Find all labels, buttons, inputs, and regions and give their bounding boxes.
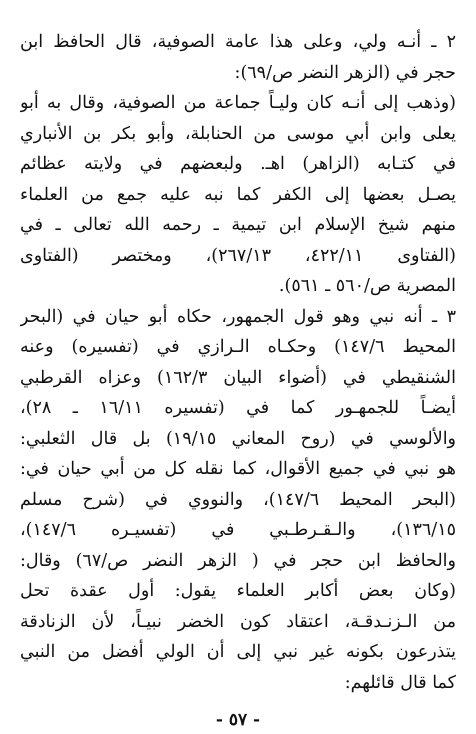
body-text [20,27,456,698]
text-line: في كتـابه (الزاهر) اهـ. ولبعضهم في ولايته عظائم [20,154,456,174]
text-line: يعلى وابن أبي موسى من الحنابلة، وأبو بكر بن الأنباري [20,123,456,144]
text-line: كما قال قائلهم: [344,672,456,693]
text-line: (الفتاوى ٤٢٢/١١، ٢٦٧/١٣)، ومختصر (الفتاوى [20,245,456,266]
text-line: ١٣٦/١٥)، والـقـرطـبي في (تفسيـره ١٤٧/٦)، [20,520,456,540]
text-line: والألوسي في (روح المعاني ١٩/١٥) بل قال الثعلبي: [20,428,456,449]
text-line: أيضـاً للجمهـور كما في (تفسيره ١٦/١١ ـ ٢٨)، [20,398,456,418]
text-line: والحافظ ابن حجر في ( الزهر النضر ص/٦٧) وقال: [20,550,456,571]
text-line: (البحر المحيط ١٤٧/٦)، والنووي في (شرح مسلم [20,489,456,510]
text-line: ٢ ـ أنـه ولي، وعلى هذا عامة الصوفية، قال الحافظ ابن [20,32,456,52]
page-number: - ٥٧ - [215,710,261,730]
text-line: حجر في (الزهر النضر ص/٦٩): [234,62,456,83]
text-line: (وكان بعض أكابر العلماء يقول: أول عقدة تحل [20,581,456,601]
text-line: منهم شيخ الإسلام ابن تيمية ـ رحمه الله تعالى ـ في [20,215,456,235]
text-line: الشنقيطي في (أضواء البيان ١٦٢/٣) وعزاه القرطبي [20,367,456,388]
text-line: هو نبي في جميع الأقوال، كما نقله كل من أبي حيان في: [20,459,456,479]
text-line: (وذهب إلى أنـه كان وليـاً جماعة من الصوفية، وقال به أبو [20,93,456,113]
text-line: المصرية ص/٥٦٠ ـ ٥٦١). [278,276,456,296]
text-line: يصـل بعضها إلى الكفر كما نبه عليه جمع من العلماء [20,184,456,205]
text-line: يتذرعون بكونه غير نبي إلى أن الولي أفضل من النبي [20,642,456,662]
text-line: ٣ ـ أنه نبي وهو قول الجمهور، حكاه أبو حيان في (البحر [20,306,456,327]
text-line: من الـزنـدقـة، اعتقاد كون الخضر نبيـاً، لأن الزنادقة [20,611,456,632]
text-line: المحيط ١٤٧/٦) وحكـاه الـرازي في (تفسيره) وعنه [20,337,456,357]
